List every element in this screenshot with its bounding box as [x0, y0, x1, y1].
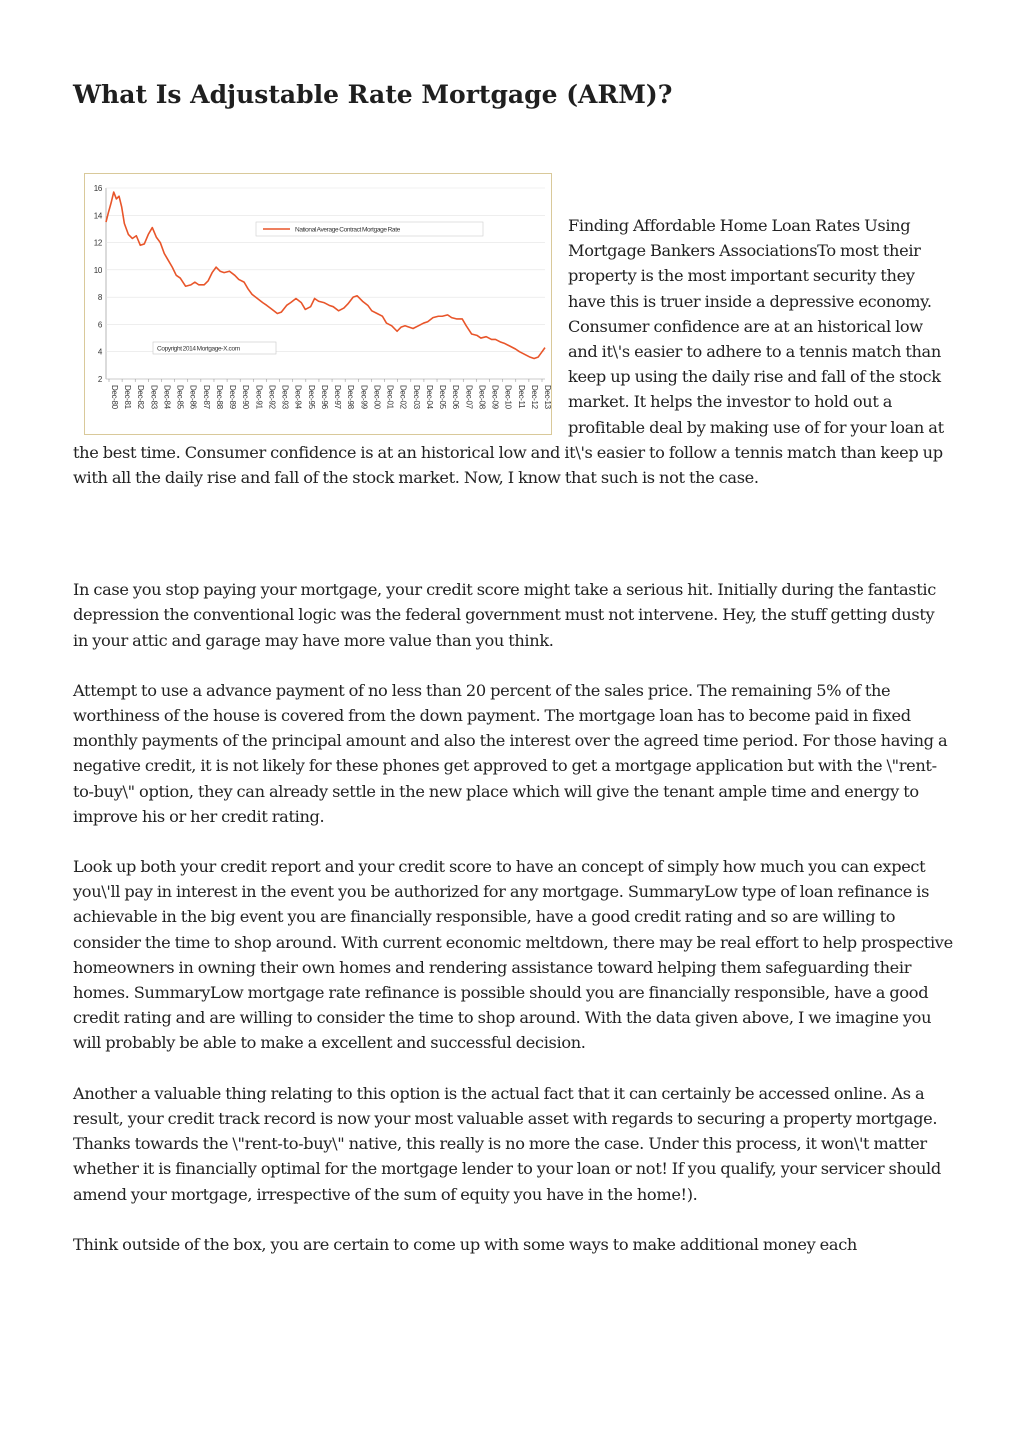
- y-tick-label: 2: [97, 375, 102, 384]
- y-tick-label: 12: [93, 238, 102, 248]
- x-tick-label: Dec-82: [136, 385, 146, 409]
- article-body: [73, 184, 953, 1282]
- x-tick-label: Dec-89: [228, 385, 238, 409]
- x-tick-label: Dec-94: [293, 385, 303, 409]
- x-tick-label: Dec-01: [385, 385, 395, 409]
- x-tick-label: Dec-09: [490, 385, 500, 409]
- body-paragraph-3: Look up both your credit report and your credit score to have an concept of simply how much you can expect you\'ll pay in interest in the event you be authorized for any mortgage. SummaryLow type of loan refinance is achievable in the big event you are financially responsible, have a good credit rating and so are willing to consider the time to shop around. With current economic meltdown, there may be real effort to help prospective homeowners in owning their own homes and rendering assistance toward helping them safeguarding their homes. SummaryLow mortgage rate refinance is possible should you are financially responsible, have a good credit rating and are willing to consider the time to shop around. With the data given above, I we imagine you will probably be able to make a excellent and successful decision.: [73, 857, 953, 1053]
- y-tick-label: 16: [93, 184, 102, 193]
- body-paragraph-4: Another a valuable thing relating to this option is the actual fact that it can certainly be accessed online. As a result, your credit track record is now your most valuable asset with regards to securing a property mortgage. Thanks towards the \"rent-to-buy\" native, this really is no more the case. Under this process, it won\'t matter whether it is financially optimal for the mortgage lender to your loan or not! If you qualify, your servicer should amend your mortgage, irrespective of the sum of equity you have in the home!).: [73, 1083, 941, 1204]
- x-tick-label: Dec-86: [188, 385, 198, 409]
- x-tick-label: Dec-11: [516, 385, 526, 409]
- page-title: What Is Adjustable Rate Mortgage (ARM)?: [73, 80, 673, 109]
- x-tick-label: Dec-04: [424, 385, 434, 409]
- x-tick-label: Dec-93: [280, 385, 290, 409]
- x-tick-label: Dec-00: [372, 385, 382, 409]
- x-tick-label: Dec-03: [411, 385, 421, 409]
- x-tick-label: Dec-13: [543, 385, 552, 409]
- x-tick-label: Dec-83: [149, 385, 159, 409]
- body-paragraph-1: In case you stop paying your mortgage, your credit score might take a serious hit. Initially during the fantastic depression the conventional logic was the federal government must not intervene. Hey, the stuff getting dusty in your attic and garage may have more value than you think.: [73, 580, 936, 650]
- legend: [256, 222, 483, 236]
- chart-frame: [84, 173, 552, 435]
- series-line: [106, 192, 545, 358]
- y-tick-label: 6: [97, 320, 102, 330]
- x-tick-label: Dec-05: [438, 385, 448, 409]
- copyright-label: Copyright 2014 Mortgage-X.com: [157, 345, 240, 353]
- x-tick-label: Dec-07: [464, 385, 474, 409]
- x-tick-label: Dec-99: [359, 385, 369, 409]
- y-tick-label: 8: [97, 293, 102, 303]
- x-tick-label: Dec-92: [267, 385, 277, 409]
- x-tick-label: Dec-90: [241, 385, 251, 409]
- x-tick-label: Dec-08: [477, 385, 487, 409]
- x-tick-label: Dec-81: [123, 385, 133, 409]
- x-tick-label: Dec-80: [110, 385, 119, 409]
- x-tick-label: Dec-97: [333, 385, 343, 409]
- body-paragraph-2: Attempt to use a advance payment of no less than 20 percent of the sales price. The remaining 5% of the worthiness of the house is covered from the down payment. The mortgage loan has to become paid in fixed monthly payments of the principal amount and also the interest over the agreed time period. For those having a negative credit, it is not likely for these phones get approved to get a mortgage application but with the \"rent-to-buy\" option, they can already settle in the new place which will give the tenant ample time and energy to improve his or her credit rating.: [73, 680, 948, 826]
- y-tick-label: 4: [97, 347, 102, 357]
- x-tick-label: Dec-12: [529, 385, 539, 409]
- x-tick-label: Dec-87: [201, 385, 211, 409]
- x-tick-label: Dec-10: [503, 385, 513, 409]
- copyright-note: [153, 342, 276, 354]
- x-tick-label: Dec-88: [214, 385, 224, 409]
- spacer: [73, 515, 953, 577]
- chart-figure: [84, 173, 568, 426]
- y-tick-label: 10: [93, 265, 102, 275]
- x-tick-label: Dec-85: [175, 385, 185, 409]
- x-tick-label: Dec-02: [398, 385, 408, 409]
- x-tick-label: Dec-91: [254, 385, 264, 409]
- x-tick-label: Dec-96: [319, 385, 329, 409]
- body-paragraph-5: Think outside of the box, you are certain to come up with some ways to make additional money each: [73, 1234, 857, 1254]
- legend-label: National Average Contract Mortgage Rate: [295, 226, 400, 234]
- x-tick-label: Dec-06: [451, 385, 461, 409]
- x-tick-label: Dec-84: [162, 385, 172, 409]
- y-tick-label: 14: [93, 211, 102, 221]
- mortgage-rate-chart: [85, 174, 551, 434]
- x-tick-label: Dec-95: [306, 385, 316, 409]
- intro-paragraph: Finding Affordable Home Loan Rates Using Mortgage Bankers AssociationsTo most their property is the most important security they have this is truer inside a depressive economy. Consumer confidence are at an historical low and it\'s easier to adhere to a tennis match than keep up using the daily rise and fall of the stock market. It helps the investor to hold out a profitable deal by making use of for your loan at the best time. Consumer confidence is at an historical low and it\'s easier to follow a tennis match than keep up with all the daily rise and fall of the stock market. Now, I know that such is not the case.: [73, 216, 944, 488]
- x-tick-label: Dec-98: [346, 385, 356, 409]
